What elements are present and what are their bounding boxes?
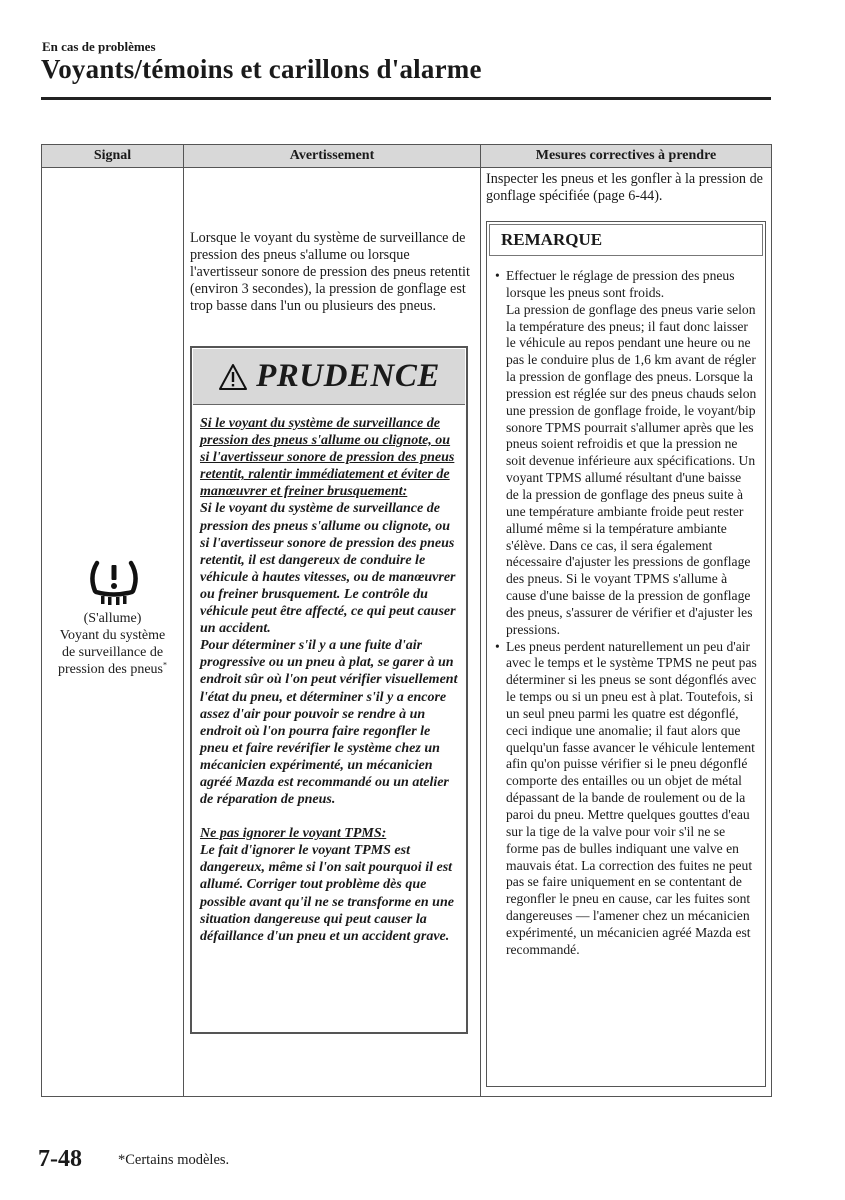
warning-table [41, 144, 772, 1097]
tpms-warning-icon [88, 560, 140, 606]
note-box [486, 221, 766, 1087]
note-bullet-text: • Les pneus perdent naturellement un peu d'air avec le temps et le système TPMS ne peut pas déterminer si les pneus se sont dégonflés avec le temps ou si un pneu est à plat. Toutefois, si un seul pneu parmi les quatre est dégonflé, ceci indique une anomalie; il faut alors que quelqu'un fasse avancer le véhicule lentement afin qu'on puisse vérifier si le pneu dégonflé comporte des entailles ou un objet de métal dépassant de la bande de roulement ou de la paroi du pneu. Mettre quelques gouttes d'eau sur la tige de la valve pour voir s'il ne se forme pas de bulles indiquant une valve en mauvais état. La correction des fuites ne peut pas se faire uniquement en se contentant de regonfler le pneu en cause, car les fuites sont dangereuses — l'amener chez un mécanicien expérimenté, un mécanicien agréé Mazda est recommandé. [506, 638, 757, 957]
caution-title: PRUDENCE [256, 358, 440, 394]
signal-caption-line [46, 661, 179, 678]
title-divider [41, 97, 771, 100]
caution-header [193, 349, 465, 405]
note-body [493, 268, 757, 959]
signal-caption-text: pression des pneus [58, 662, 163, 677]
footnote-marker: * [163, 660, 167, 670]
caution-spacer [200, 808, 460, 825]
caution-heading: Ne pas ignorer le voyant TPMS: [200, 826, 387, 842]
signal-caption-line: de surveillance de [61, 645, 164, 660]
column-header-measures: Mesures correctives à prendre [481, 145, 772, 168]
caution-paragraph: Si le voyant du système de surveillance de pression des pneus s'allume ou clignote, ou si l'avertisseur sonore de pression des pneus retentit, il est dangereux de conduire le véhicule à hautes vitesses, ou de manœuvrer ou freiner brusquement. Le contrôle du véhicule peut être affecté, ce qui peut causer un accident. [200, 501, 456, 637]
footnote: *Certains modèles. [118, 1152, 230, 1168]
note-bullet-text: • Effectuer le réglage de pression des pneus lorsque les pneus sont froids. [506, 268, 735, 300]
caution-paragraph: Le fait d'ignorer le voyant TPMS est dangereux, même si l'on sait pourquoi il est allumé. Corriger tout problème dès que possible avant qu'il ne se transforme en une situation dangereuse qui peut causer la défaillance d'un pneu et un accident grave. [200, 843, 454, 944]
section-label: En cas de problèmes [42, 39, 156, 54]
note-bullet [493, 268, 757, 639]
warning-description: Lorsque le voyant du système de surveillance de pression des pneus s'allume ou lorsque l'avertisseur sonore de pression des pneus retentit (environ 3 secondes), la pression de gonflage est trop basse dans l'un ou plusieurs des pneus. [190, 230, 470, 314]
page-number: 7-48 [38, 1146, 82, 1172]
column-header-signal: Signal [42, 145, 184, 168]
table-row [42, 168, 772, 1097]
note-bullet-text: La pression de gonflage des pneus varie selon la température des pneus; il faut donc laisser le véhicule au repos pendant une heure ou ne pas le conduire plus de 1,6 km avant de régler la pression de gonflage des pneus. Lorsque la pression est réglée sur des pneus chauds selon une pression de gonflage froide, le voyant/bip sonore TPMS pourrait s'allumer après que les pneus soient refroidis et que la pression ne soit devenue inférieure aux spécifications. Un voyant TPMS allumé résultant d'une baisse de la pression de gonflage des pneus suite à une température ambiante froide peut rester allumé même si la température ambiante s'élève. Dans ce cas, il sera également nécessaire d'ajuster les pressions de gonflage des pneus. Si le voyant TPMS s'allume à cause d'une baisse de la pression de gonflage des pneus, s'assurer de vérifier et d'ajuster les pressions. [506, 301, 757, 637]
warning-cell [184, 168, 481, 1097]
caution-heading: Si le voyant du système de surveillance de pression des pneus s'allume ou clignote, ou si l'avertisseur sonore de pression des pneus retentit, ralentir immédiatement et éviter de manœuvrer et freiner brusquement: [200, 416, 455, 500]
column-header-warning: Avertissement [184, 145, 481, 168]
warning-triangle-icon [218, 363, 248, 391]
caution-body [200, 415, 460, 945]
caution-box [190, 346, 468, 1034]
note-bullet [493, 639, 757, 959]
measure-description: Inspecter les pneus et les gonfler à la pression de gonflage spécifiée (page 6-44). [486, 171, 763, 204]
caution-paragraph: Pour déterminer s'il y a une fuite d'air progressive ou un pneu à plat, se garer à un endroit sûr où l'on peut vérifier visuellement l'état du pneu, et déterminer s'il y a encore assez d'air pour pouvoir se rendre à un endroit où l'on pourra faire regonfler le pneu et faire revérifier le système chez un mécanicien expérimenté, un mécanicien agréé Mazda est recommandé ou un atelier de réparation de pneus. [200, 638, 458, 808]
page-title: Voyants/témoins et carillons d'alarme [41, 54, 482, 84]
signal-caption [46, 610, 179, 678]
signal-caption-line: (S'allume) [83, 611, 142, 626]
note-title: REMARQUE [489, 224, 763, 256]
table-header-row [42, 145, 772, 168]
signal-caption-line: Voyant du système [59, 628, 166, 643]
signal-cell [42, 168, 184, 1097]
measures-cell [481, 168, 772, 1097]
